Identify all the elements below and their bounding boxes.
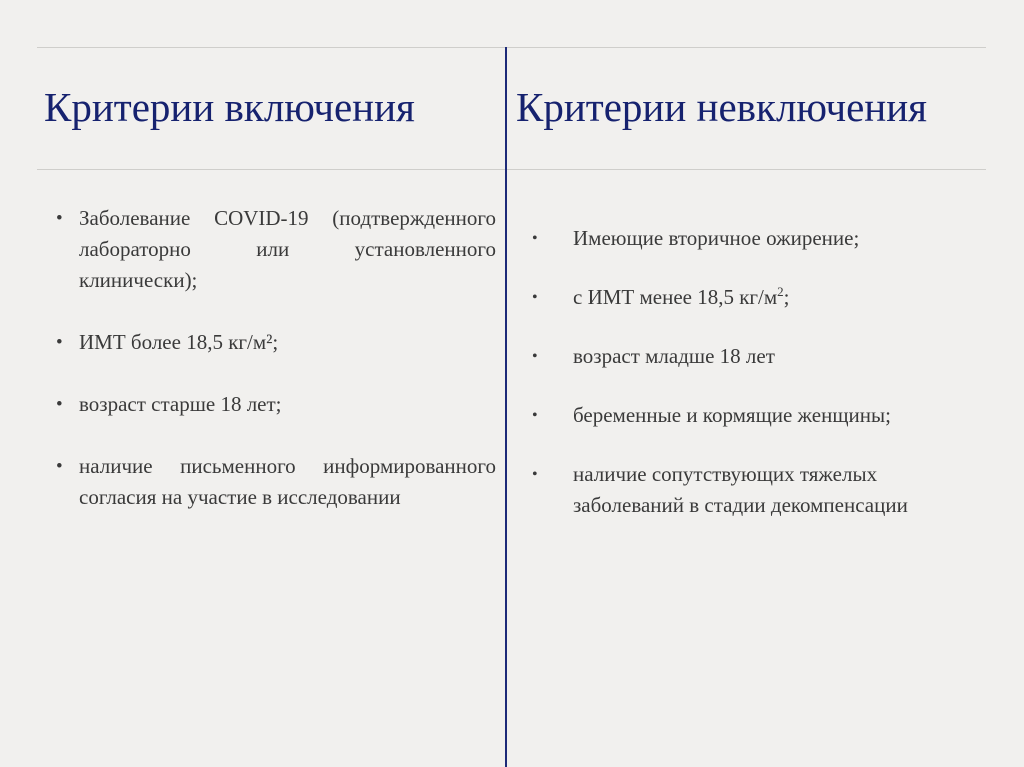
exclusion-item-text: беременные и кормящие женщины; bbox=[573, 403, 891, 427]
exclusion-item-text: с ИМТ менее 18,5 кг/м bbox=[573, 285, 778, 309]
inclusion-item bbox=[56, 389, 496, 420]
exclusion-criteria-heading: Критерии невключения bbox=[516, 84, 928, 130]
inclusion-item bbox=[56, 451, 496, 513]
exclusion-item bbox=[528, 223, 968, 254]
bullet-icon: • bbox=[532, 230, 538, 247]
superscript-exponent: 2 bbox=[777, 284, 784, 299]
inclusion-criteria-list bbox=[56, 203, 496, 513]
bullet-icon: • bbox=[56, 456, 63, 477]
inclusion-item-text: ИМТ более 18,5 кг/м²; bbox=[79, 330, 279, 354]
exclusion-item-text: возраст младше 18 лет bbox=[573, 344, 775, 368]
inclusion-item-text: возраст старше 18 лет; bbox=[79, 392, 282, 416]
bullet-icon: • bbox=[532, 407, 538, 424]
inclusion-item-text: наличие письменного информированного согласия на участие в исследовании bbox=[79, 454, 496, 509]
exclusion-item-suffix: ; bbox=[783, 285, 790, 309]
bullet-icon: • bbox=[532, 466, 538, 483]
bullet-icon: • bbox=[532, 289, 538, 306]
exclusion-item bbox=[528, 459, 968, 521]
exclusion-item bbox=[528, 400, 968, 431]
column-divider bbox=[505, 47, 507, 767]
inclusion-criteria-heading: Критерии включения bbox=[44, 84, 415, 130]
exclusion-item-text: Имеющие вторичное ожирение; bbox=[573, 226, 860, 250]
exclusion-item bbox=[528, 282, 968, 313]
inclusion-item bbox=[56, 203, 496, 296]
exclusion-criteria-list bbox=[528, 223, 968, 521]
inclusion-item-text: Заболевание COVID-19 (подтвержденного лабораторно или установленного клинически); bbox=[79, 206, 496, 292]
inclusion-item bbox=[56, 327, 496, 358]
exclusion-item-text: наличие сопутствующих тяжелых заболеваний в стадии декомпенсации bbox=[573, 462, 908, 517]
exclusion-criteria-column bbox=[528, 223, 968, 521]
bullet-icon: • bbox=[56, 332, 63, 353]
header-bottom-rule bbox=[37, 169, 986, 170]
top-rule bbox=[37, 47, 986, 48]
bullet-icon: • bbox=[56, 208, 63, 229]
inclusion-criteria-column bbox=[56, 203, 496, 513]
exclusion-item bbox=[528, 341, 968, 372]
bullet-icon: • bbox=[532, 348, 538, 365]
bullet-icon: • bbox=[56, 394, 63, 415]
